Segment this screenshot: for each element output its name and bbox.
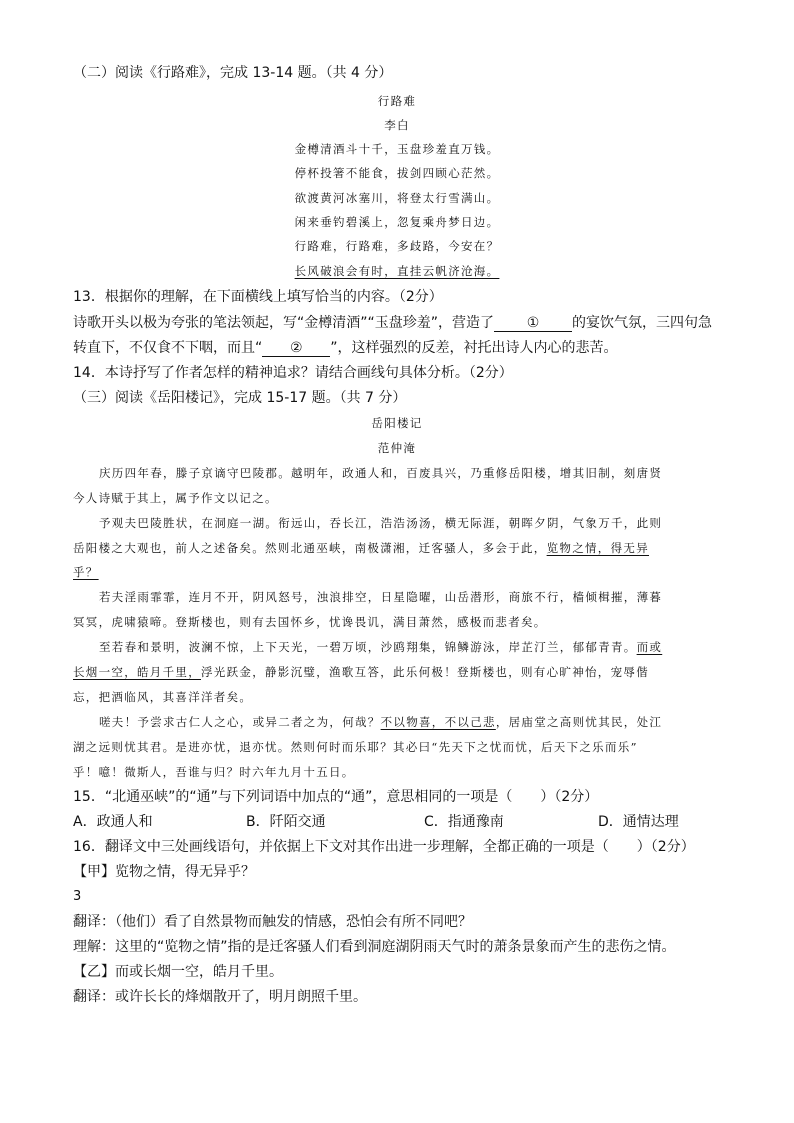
section-header-yueyanglouji: （三）阅读《岳阳楼记》，完成 15-17 题。（共 7 分） xyxy=(73,390,407,406)
question-14-stem: 14．本诗抒写了作者怎样的精神追求？请结合画线句具体分析。（2分） xyxy=(73,365,513,381)
text: 转直下，不仅食不下咽，而且“ xyxy=(73,340,263,356)
question-15-option-c[interactable]: C．指通豫南 xyxy=(424,814,504,830)
text: 的宴饮气氛，三四句急 xyxy=(572,315,713,331)
underlined-sentence-jia-end: 乎？ xyxy=(73,565,99,579)
poem-author: 李白 xyxy=(384,118,410,132)
passage-p5-line2: 湖之远则忧其君。是进亦忧，退亦忧。然则何时而乐耶？其必曰“先天下之忧而忧，后天下之乐而乐” xyxy=(73,740,638,754)
underlined-sentence-bing: 不以物喜，不以己悲 xyxy=(380,715,496,729)
poem-line-underlined xyxy=(0,261,794,281)
question-15-option-a[interactable]: A．政通人和 xyxy=(73,814,153,830)
poem-line: 闲来垂钓碧溪上，忽复乘舟梦日边。 xyxy=(294,215,500,229)
poem-line: 行路难，行路难，多歧路，今安在？ xyxy=(294,239,500,253)
passage-p2-line2 xyxy=(73,538,649,558)
text: 岳阳楼之大观也，前人之述备矣。然则北通巫峡，南极潇湘，迁客骚人，多会于此， xyxy=(73,541,547,555)
underlined-sentence-yi: 而或 xyxy=(636,640,663,654)
underlined-sentence-jia: 览物之情，得无异 xyxy=(546,541,650,555)
underlined-poem-line: 长风破浪会有时，直挂云帆济沧海。 xyxy=(294,264,500,278)
passage-p2-line3 xyxy=(73,562,99,582)
poem-line: 停杯投箸不能食，拔剑四顾心茫然。 xyxy=(294,166,500,180)
passage-p3-line2: 冥冥，虎啸猿啼。登斯楼也，则有去国怀乡，忧谗畏讥，满目萧然，感极而悲者矣。 xyxy=(73,615,547,629)
passage-p3-line1: 若夫淫雨霏霏，连月不开，阴风怒号，浊浪排空，日星隐曜，山岳潜形，商旅不行，樯倾楫摧，薄暮 xyxy=(99,590,663,604)
underlined-sentence-yi-end: 长烟一空，皓月千里， xyxy=(73,665,201,679)
text: 诗歌开头以极为夸张的笔法领起，写“金樽清酒”“玉盘珍羞”，营造了 xyxy=(73,315,495,331)
passage-p2-line1: 予观夫巴陵胜状，在洞庭一湖。衔远山，吞长江，浩浩汤汤，横无际涯，朝晖夕阴，气象万千，此则 xyxy=(99,516,663,530)
question-15-stem: 15．“北通巫峡”的“通”与下列词语中加点的“通”，意思相同的一项是（ ）（2分） xyxy=(73,789,599,805)
section-header-xinglunan: （二）阅读《行路难》，完成 13-14 题。（共 4 分） xyxy=(73,65,393,81)
question-15-option-b[interactable]: B．阡陌交通 xyxy=(246,814,326,830)
question-13-paragraph-line1 xyxy=(73,313,712,333)
stray-number: 3 xyxy=(73,889,82,904)
passage-p1-line2: 今人诗赋于其上，属予作文以记之。 xyxy=(73,491,278,505)
passage-p4-line1 xyxy=(99,637,662,657)
question-16-yi-translation: 翻译：或许长长的烽烟散开了，明月朗照千里。 xyxy=(73,989,367,1005)
text: 嗟夫！予尝求古仁人之心，或异二者之为，何哉？ xyxy=(99,715,381,729)
text: 浮光跃金，静影沉璧，渔歌互答，此乐何极！登斯楼也，则有心旷神怡，宠辱偕 xyxy=(201,665,649,679)
passage-p5-line1 xyxy=(99,712,662,732)
question-13-stem: 13．根据你的理解，在下面横线上填写恰当的内容。（2分） xyxy=(73,289,443,305)
passage-p4-line2 xyxy=(73,662,649,682)
passage-p4-line3: 忘，把酒临风，其喜洋洋者矣。 xyxy=(73,690,253,704)
question-16-yi-sentence: 【乙】而或长烟一空，皓月千里。 xyxy=(73,964,283,980)
question-13-paragraph-line2 xyxy=(73,338,618,358)
text: 至若春和景明，波澜不惊，上下天光，一碧万顷，沙鸥翔集，锦鳞游泳，岸芷汀兰，郁郁青青。 xyxy=(99,640,637,654)
text: ”，这样强烈的反差，衬托出诗人内心的悲苦。 xyxy=(330,340,618,356)
passage-author: 范仲淹 xyxy=(377,441,417,455)
poem-title: 行路难 xyxy=(377,94,417,108)
answer-blank-2[interactable]: ② xyxy=(262,340,330,357)
question-16-jia-translation: 翻译：（他们）看了自然景物而触发的情感，恐怕会有所不同吧？ xyxy=(73,914,472,930)
question-16-stem: 16．翻译文中三处画线语句，并依据上下文对其作出进一步理解，全都正确的一项是（ ）（2分） xyxy=(73,839,695,855)
question-16-jia-understanding: 理解：这里的“览物之情”指的是迁客骚人们看到洞庭湖阴雨天气时的萧条景象而产生的悲伤之情。 xyxy=(73,939,676,955)
question-15-option-d[interactable]: D．通情达理 xyxy=(598,814,679,830)
passage-p5-line3: 乎！噫！微斯人，吾谁与归？时六年九月十五日。 xyxy=(73,765,355,779)
passage-p1-line1: 庆历四年春，滕子京谪守巴陵郡。越明年，政通人和，百废具兴，乃重修岳阳楼，增其旧制，刻唐贤 xyxy=(99,466,663,480)
poem-line: 欲渡黄河冰塞川，将登太行雪满山。 xyxy=(294,191,500,205)
poem-line: 金樽清酒斗十千，玉盘珍羞直万钱。 xyxy=(294,142,500,156)
answer-blank-1[interactable]: ① xyxy=(494,315,572,332)
text: ，居庙堂之高则忧其民，处江 xyxy=(495,715,663,729)
question-16-jia-sentence: 【甲】览物之情，得无异乎？ xyxy=(73,864,255,880)
passage-title: 岳阳楼记 xyxy=(371,416,423,430)
